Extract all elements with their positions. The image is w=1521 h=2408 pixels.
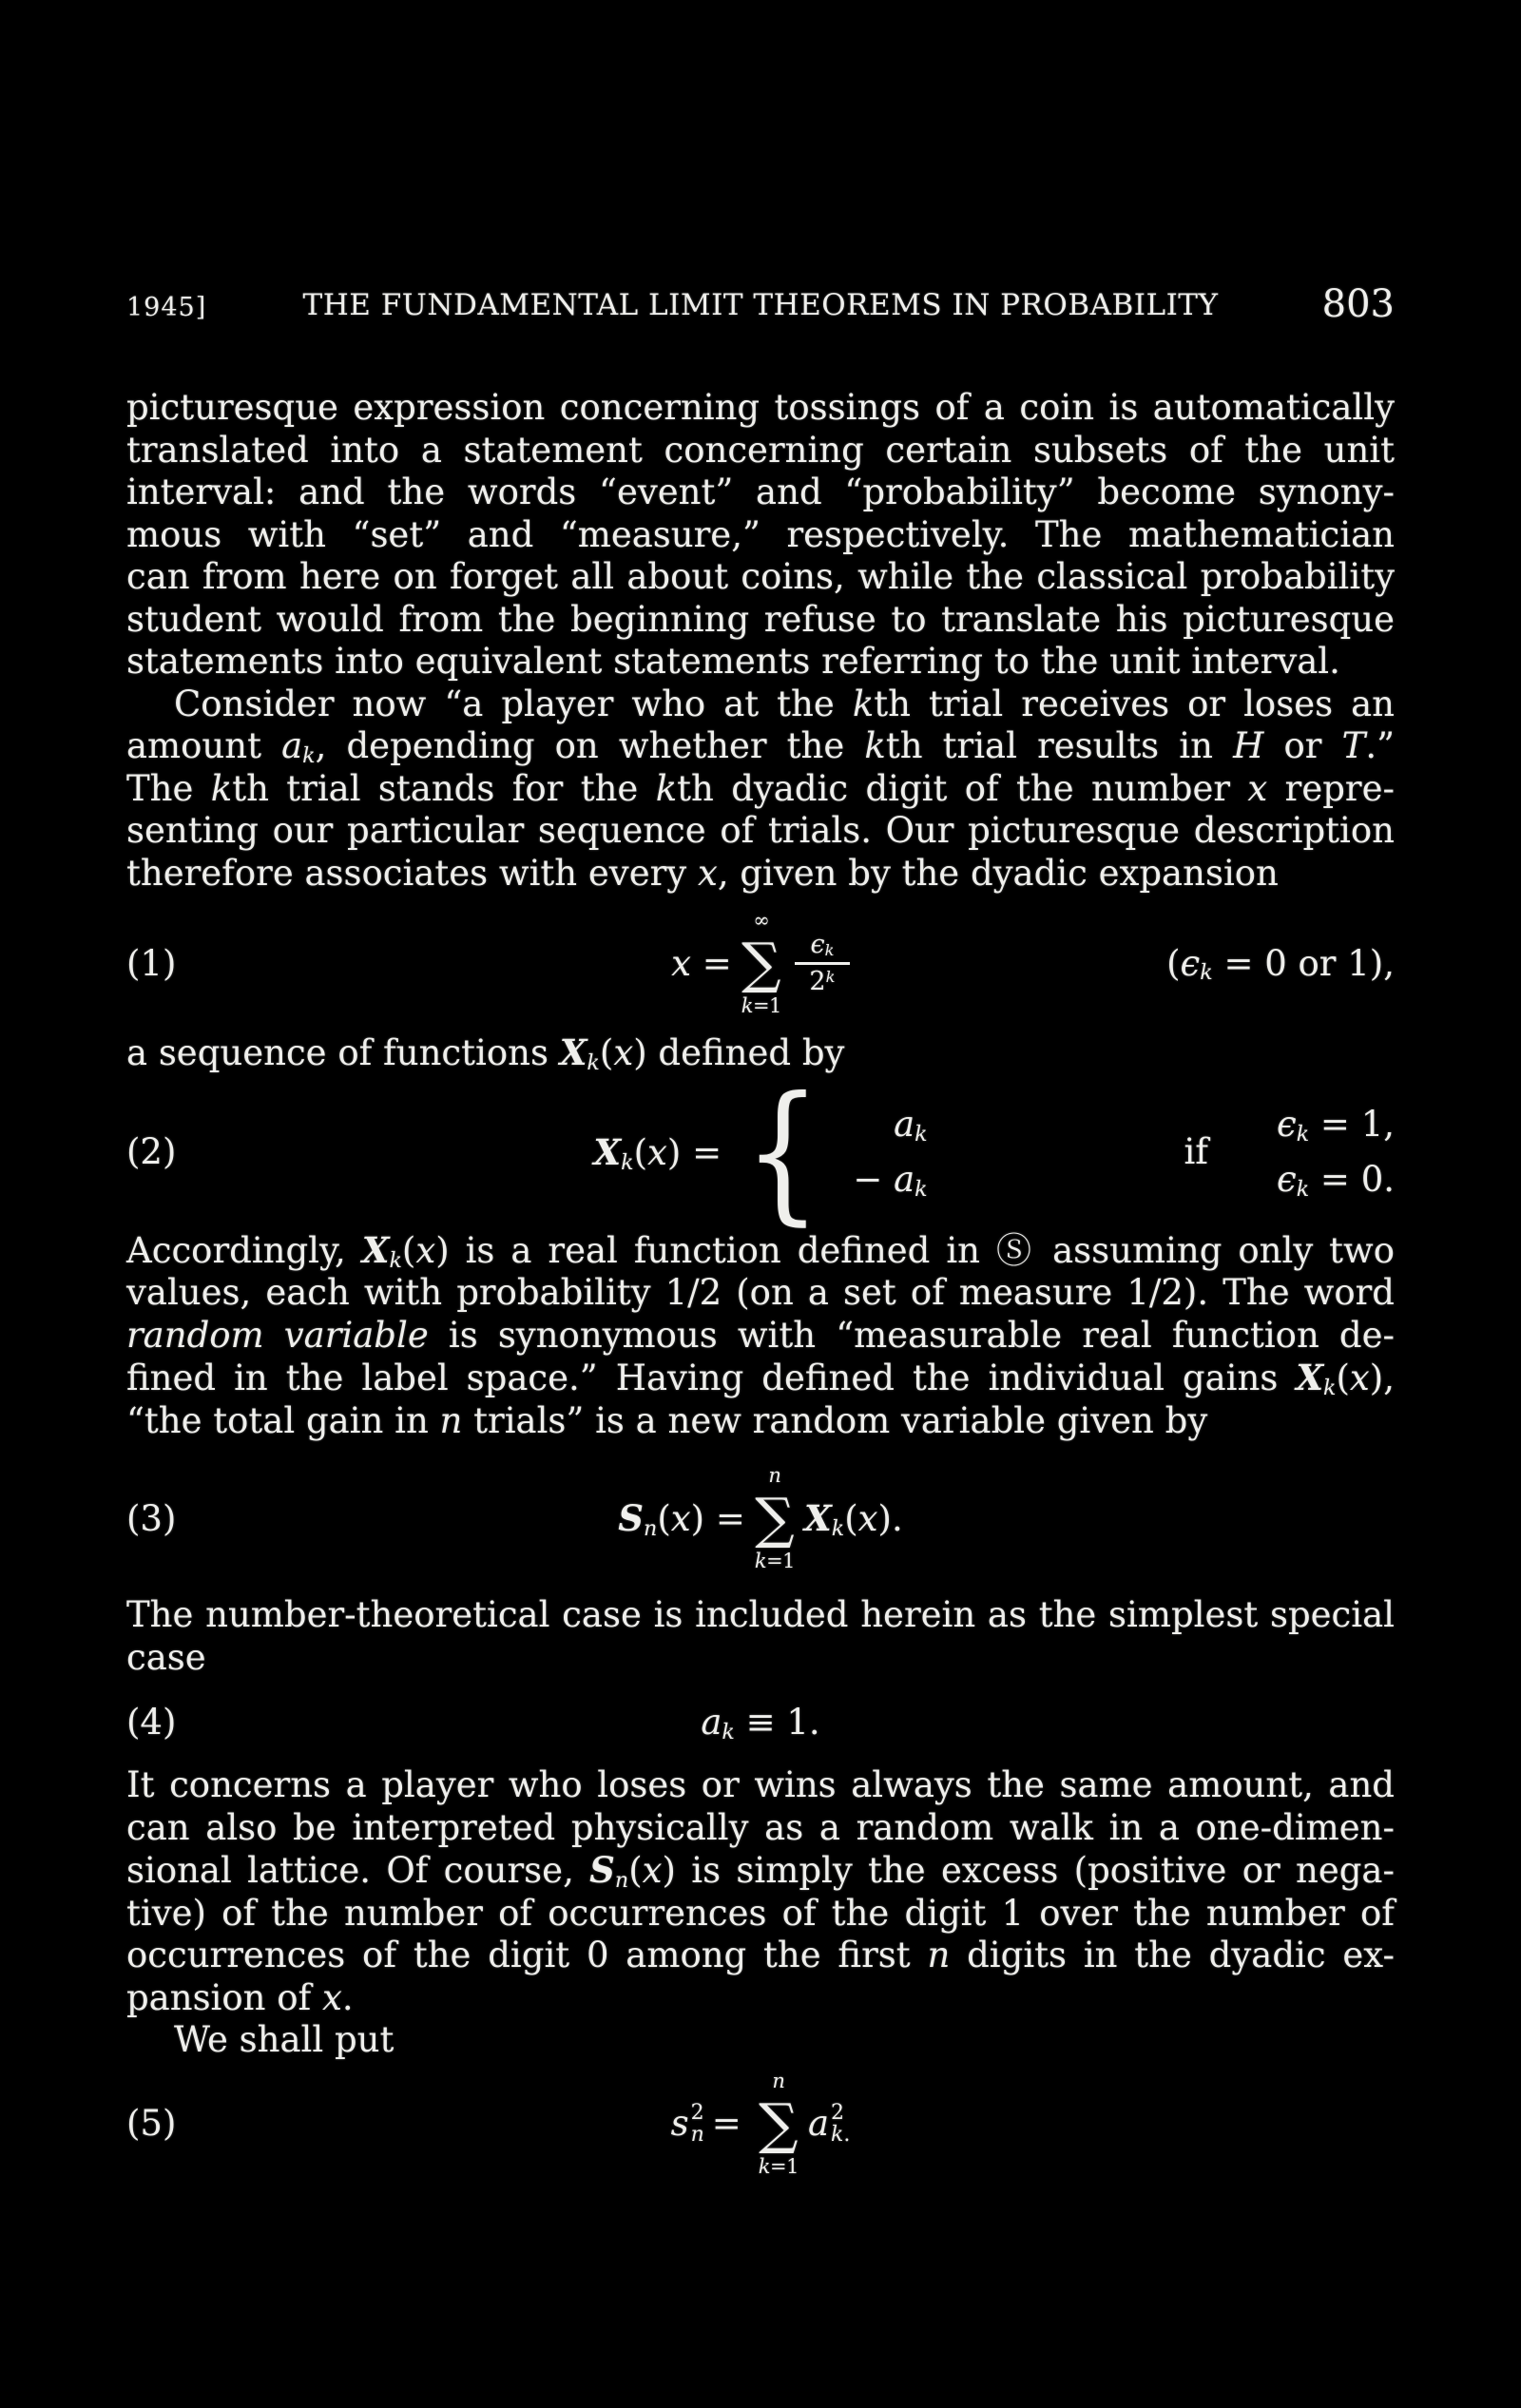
text-line: amount ak, depending on whether the kth trial results in H or T.” (126, 725, 1395, 768)
paragraph-5 (126, 1594, 1395, 1679)
equation-3-rhs: Xk(x). (804, 1497, 903, 1542)
superscript-2: 2 (690, 2100, 704, 2125)
text-line: can also be interpreted physically as a random walk in a one-dimen- (126, 1806, 1395, 1848)
equation-2-label: (2) (126, 1131, 177, 1173)
sum-upper-limit: ∞ (753, 909, 770, 932)
page-number: 803 (1321, 282, 1395, 326)
summation-symbol (741, 909, 781, 1017)
fraction-denominator: 2$^k$ (809, 966, 836, 996)
text-line: random variable is synonymous with “measurable real function de- (126, 1314, 1395, 1356)
summation-symbol (755, 1464, 795, 1572)
equation-5-label: (5) (126, 2103, 177, 2145)
text-line: senting our particular sequence of trials. Our picturesque description (126, 810, 1395, 851)
sum-upper-limit: n (768, 1464, 781, 1488)
a-k-squared (808, 2102, 850, 2146)
equation-4 (126, 1701, 1395, 1743)
equals-sign: = (711, 2103, 741, 2145)
text-line: picturesque expression concerning tossings of a coin is automatically (126, 387, 1395, 428)
sum-lower-limit: k=1 (758, 2154, 799, 2178)
sup-sub-stack (831, 2102, 850, 2146)
equation-1-label: (1) (126, 942, 177, 984)
text-line: statements into equivalent statements referring to the unit interval. (126, 641, 1340, 682)
text-line: occurrences of the digit 0 among the first n digits in the dyadic ex- (126, 1935, 1395, 1976)
running-head (126, 282, 1395, 326)
equation-4-label: (4) (126, 1701, 177, 1743)
text-line: “the total gain in n trials” is a new random variable given by (126, 1399, 1208, 1441)
equation-1-condition: (ϵk = 0 or 1), (1166, 942, 1395, 986)
subscript-k: k. (831, 2122, 851, 2147)
s-n-squared (671, 2102, 704, 2146)
fraction (795, 930, 850, 997)
sigma-glyph: ∑ (755, 1486, 795, 1551)
curly-brace: { (744, 1064, 821, 1240)
text-line: The number-theoretical case is included herein as the simplest special (126, 1594, 1395, 1636)
text-line: pansion of x. (126, 1976, 354, 2018)
superscript-2: 2 (831, 2100, 845, 2125)
case-conditions (1277, 1097, 1395, 1207)
text-line: It concerns a player who loses or wins always the same amount, and (126, 1764, 1395, 1806)
text-line: The kth trial stands for the kth dyadic digit of the number x repre- (126, 767, 1396, 809)
case-condition-top: ϵk = 1, (1276, 1103, 1395, 1146)
sum-upper-limit: n (772, 2069, 785, 2092)
paragraph-6 (126, 1764, 1395, 2019)
text-line: Consider now “a player who at the kth trial receives or loses an (174, 683, 1395, 724)
fraction-bar (795, 962, 850, 965)
text-line: sional lattice. Of course, Sn(x) is simply the excess (positive or nega- (126, 1849, 1395, 1894)
equation-1 (126, 909, 1395, 1017)
text-line: case (126, 1636, 206, 1678)
page-body (126, 387, 1395, 2178)
sigma-glyph: ∑ (759, 2090, 799, 2156)
text-line: therefore associates with every x, given by the dyadic expansion (126, 852, 1279, 894)
text-line: a sequence of functions Xk(x) defined by (126, 1031, 845, 1075)
text-line: tive) of the number of occurrences of the digit 1 over the number of (126, 1892, 1395, 1934)
equation-3-label: (3) (126, 1497, 177, 1539)
case-values (837, 1097, 928, 1207)
header-year: 1945] (126, 293, 207, 322)
summation-symbol (759, 2070, 799, 2178)
equation-1-lhs: x = (671, 942, 732, 984)
subscript-n: n (690, 2122, 704, 2147)
sum-lower-limit: k=1 (754, 1550, 796, 1573)
fraction-numerator: ϵk (810, 929, 835, 960)
case-value-bottom: − ak (853, 1158, 928, 1202)
sup-sub-stack (691, 2102, 704, 2146)
text-line: translated into a statement concerning certain subsets of the unit (126, 429, 1395, 471)
text-line: values, each with probability 1/2 (on a set of measure 1/2). The word (126, 1272, 1395, 1314)
equation-3 (126, 1464, 1395, 1572)
page-title: THE FUNDAMENTAL LIMIT THEOREMS IN PROBABILITY (302, 288, 1219, 322)
case-value-top: ak (894, 1103, 928, 1146)
text-line: interval: and the words “event” and “probability” become synony- (126, 472, 1395, 512)
text-line: We shall put (174, 2019, 395, 2061)
equation-3-lhs: Sn(x) = (618, 1497, 745, 1542)
equation-4-body: ak ≡ 1. (701, 1701, 820, 1744)
equation-2-lhs: Xk(x) = (593, 1130, 722, 1175)
paragraph-7 (126, 2019, 1395, 2062)
text-line: can from here on forget all about coins, while the classical probability (126, 556, 1395, 597)
if-word: if (1184, 1131, 1208, 1173)
case-condition-bottom: ϵk = 0. (1276, 1158, 1395, 1202)
text-line: student would from the beginning refuse to translate his picturesque (126, 598, 1395, 640)
text-line: Accordingly, Xk(x) is a real function defined in Ⓢ assuming only two (126, 1228, 1395, 1273)
sigma-glyph: ∑ (741, 931, 781, 995)
paragraph-1 (126, 387, 1395, 684)
text-line: fined in the label space.” Having defined the individual gains Xk(x), (126, 1357, 1395, 1401)
paragraph-2 (126, 684, 1395, 896)
paragraph-4 (126, 1229, 1395, 1443)
a-base: a (807, 2103, 830, 2145)
text-line: mous with “set” and “measure,” respectively. The mathematician (126, 513, 1395, 555)
equation-5 (126, 2070, 1395, 2178)
sum-lower-limit: k=1 (741, 994, 781, 1017)
equation-2 (126, 1064, 1395, 1240)
s-base: s (670, 2103, 689, 2145)
